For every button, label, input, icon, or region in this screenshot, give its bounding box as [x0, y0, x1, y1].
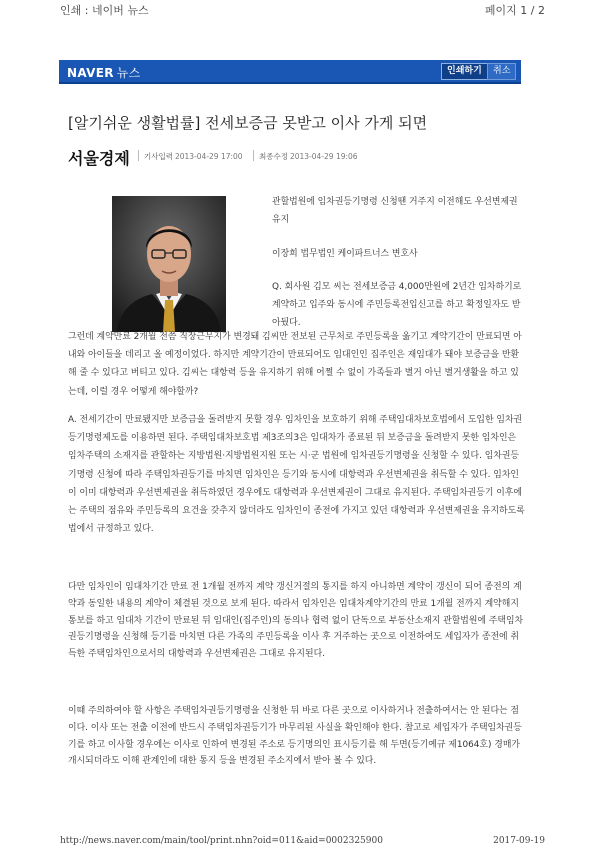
print-header: [60, 0, 545, 16]
published-label: 기사입력: [144, 152, 173, 161]
news-source: 서울경제: [68, 149, 130, 168]
question-continued-paragraph: 그런데 계약만료 2개월 전쯤 직장근무지가 변경돼 김씨만 전보된 근무처로 주민등록을 옮기고 계약기간이 만료되면 아내와 아이들을 데리고 올 예정이었다. 하지만 계약기간이 만료되어도 임대인인 집주인은 재임대가 돼야 보증금을 반환해 줄 수 있다고 버티고 있다. 김씨는 대항력 등을 유지하기 위해 어쩔 수 없이 가족들과 별거 아닌 별거생활을 하고 있는데, 이럴 경우 어떻게 해야할까?: [68, 332, 522, 397]
article-paragraph: 다만 임차인이 임대차기간 만료 전 1개월 전까지 계약 갱신거절의 통지를 하지 아니하면 계약이 갱신이 되어 종전의 계약과 동일한 내용의 계약이 체결된 것으로 보게 된다. 따라서 임차인은 임대차계약기간의 만료 1개월 전까지 계약해지통보를 하고 임대차 기간이 만료된 뒤 임대인(집주인)의 동의나 협력 없이 단독으로 부동산소재지 관할법원에 주택임차권등기명령을 신청해 등기를 마치면 다른 가족의 주민등록을 이사 후 거주하는 곳으로 이전하여도 세입자가 종전에 취득한 주택임차인으로서의 대항력과 우선변제권은 그대로 유지된다.: [68, 582, 524, 660]
modified-date: 2013-04-29 19:06: [289, 152, 358, 161]
modified-label: 최종수정: [259, 152, 288, 161]
divider: [138, 150, 139, 161]
naver-logo[interactable]: [67, 64, 141, 81]
article-meta: [68, 146, 528, 168]
print-footer: [60, 836, 545, 846]
print-header-title: 인쇄 : 네이버 뉴스: [60, 4, 149, 17]
naver-news-bar: [59, 60, 521, 84]
news-section-label: 뉴스: [116, 66, 141, 80]
article-paragraph: 이때 주의하여야 할 사항은 주택임차권등기명령을 신청한 뒤 바로 다른 곳으로 이사하거나 전출하여서는 안 된다는 점이다. 이사 또는 전출 이전에 반드시 주택임차권등기가 마무리된 사실을 확인해야 한다. 참고로 세입자가 주택임차권등기를 하고 이사할 경우에는 이사로 인하여 변경된 주소로 등기명의인 표시등기를 해 두면(등기예규 제1064호) 경매가 개시되더라도 이해 관계인에 대한 통지 등을 변경된 주소지에서 받아 볼 수 있다.: [68, 706, 522, 767]
published-date: 2013-04-29 17:00: [174, 152, 243, 161]
article-subheadline: 관할법원에 임차권등기명령 신청땐 거주지 이전해도 우선변제권 유지: [272, 197, 518, 226]
portrait-photo-icon: [112, 196, 226, 332]
print-date: 2017-09-19: [493, 836, 545, 846]
print-button[interactable]: 인쇄하기: [441, 63, 488, 80]
question-paragraph: Q. 회사원 김모 씨는 전세보증금 4,000만원에 2년간 임차하기로 계약하고 입주와 동시에 주민등록전입신고를 하고 확정일자도 받아뒀다.: [272, 282, 522, 329]
author-photo: [112, 196, 226, 332]
author-byline: 이장희 법무법인 케이파트너스 변호사: [272, 249, 418, 259]
answer-paragraph: A. 전세기간이 만료됐지만 보증금을 돌려받지 못할 경우 임차인을 보호하기 위해 주택임대차보호법에서 도입한 임차권등기명령제도를 이용하면 된다. 주택임대차보호법 제3조의3은 임대차가 종료된 뒤 보증금을 돌려받지 못한 임차인은 임차주택의 소재지를 관할하는 지방법원·지방법원지원 또는 시·군 법원에 임차권등기명령을 신청할 수 있다. 임차권등기명령 신청에 따라 주택임차권등기를 마치면 임차인은 등기와 동시에 대항력과 우선변제권을 취득할 수 있다. 임차인이 이미 대항력과 우선변제권을 취득하였던 경우에도 대항력과 우선변제권이 그대로 유지된다. 주택임차권등기 이후에는 주택의 점유와 주민등록의 요건을 갖추지 않더라도 임차인이 종전에 가지고 있던 대항력과 우선변제권을 유지하도록 법에서 규정하고 있다.: [68, 415, 525, 535]
article-headline: [알기쉬운 생활법률] 전세보증금 못받고 이사 가게 되면: [68, 114, 428, 132]
published-info: [144, 151, 243, 162]
naver-logo-text: NAVER: [67, 66, 114, 80]
page-indicator: 페이지 1 / 2: [484, 4, 545, 17]
divider: [253, 150, 254, 161]
modified-info: [259, 151, 358, 162]
cancel-button[interactable]: 취소: [487, 63, 516, 80]
page-url[interactable]: http://news.naver.com/main/tool/print.nhn?oid=011&aid=0002325900: [60, 836, 383, 846]
